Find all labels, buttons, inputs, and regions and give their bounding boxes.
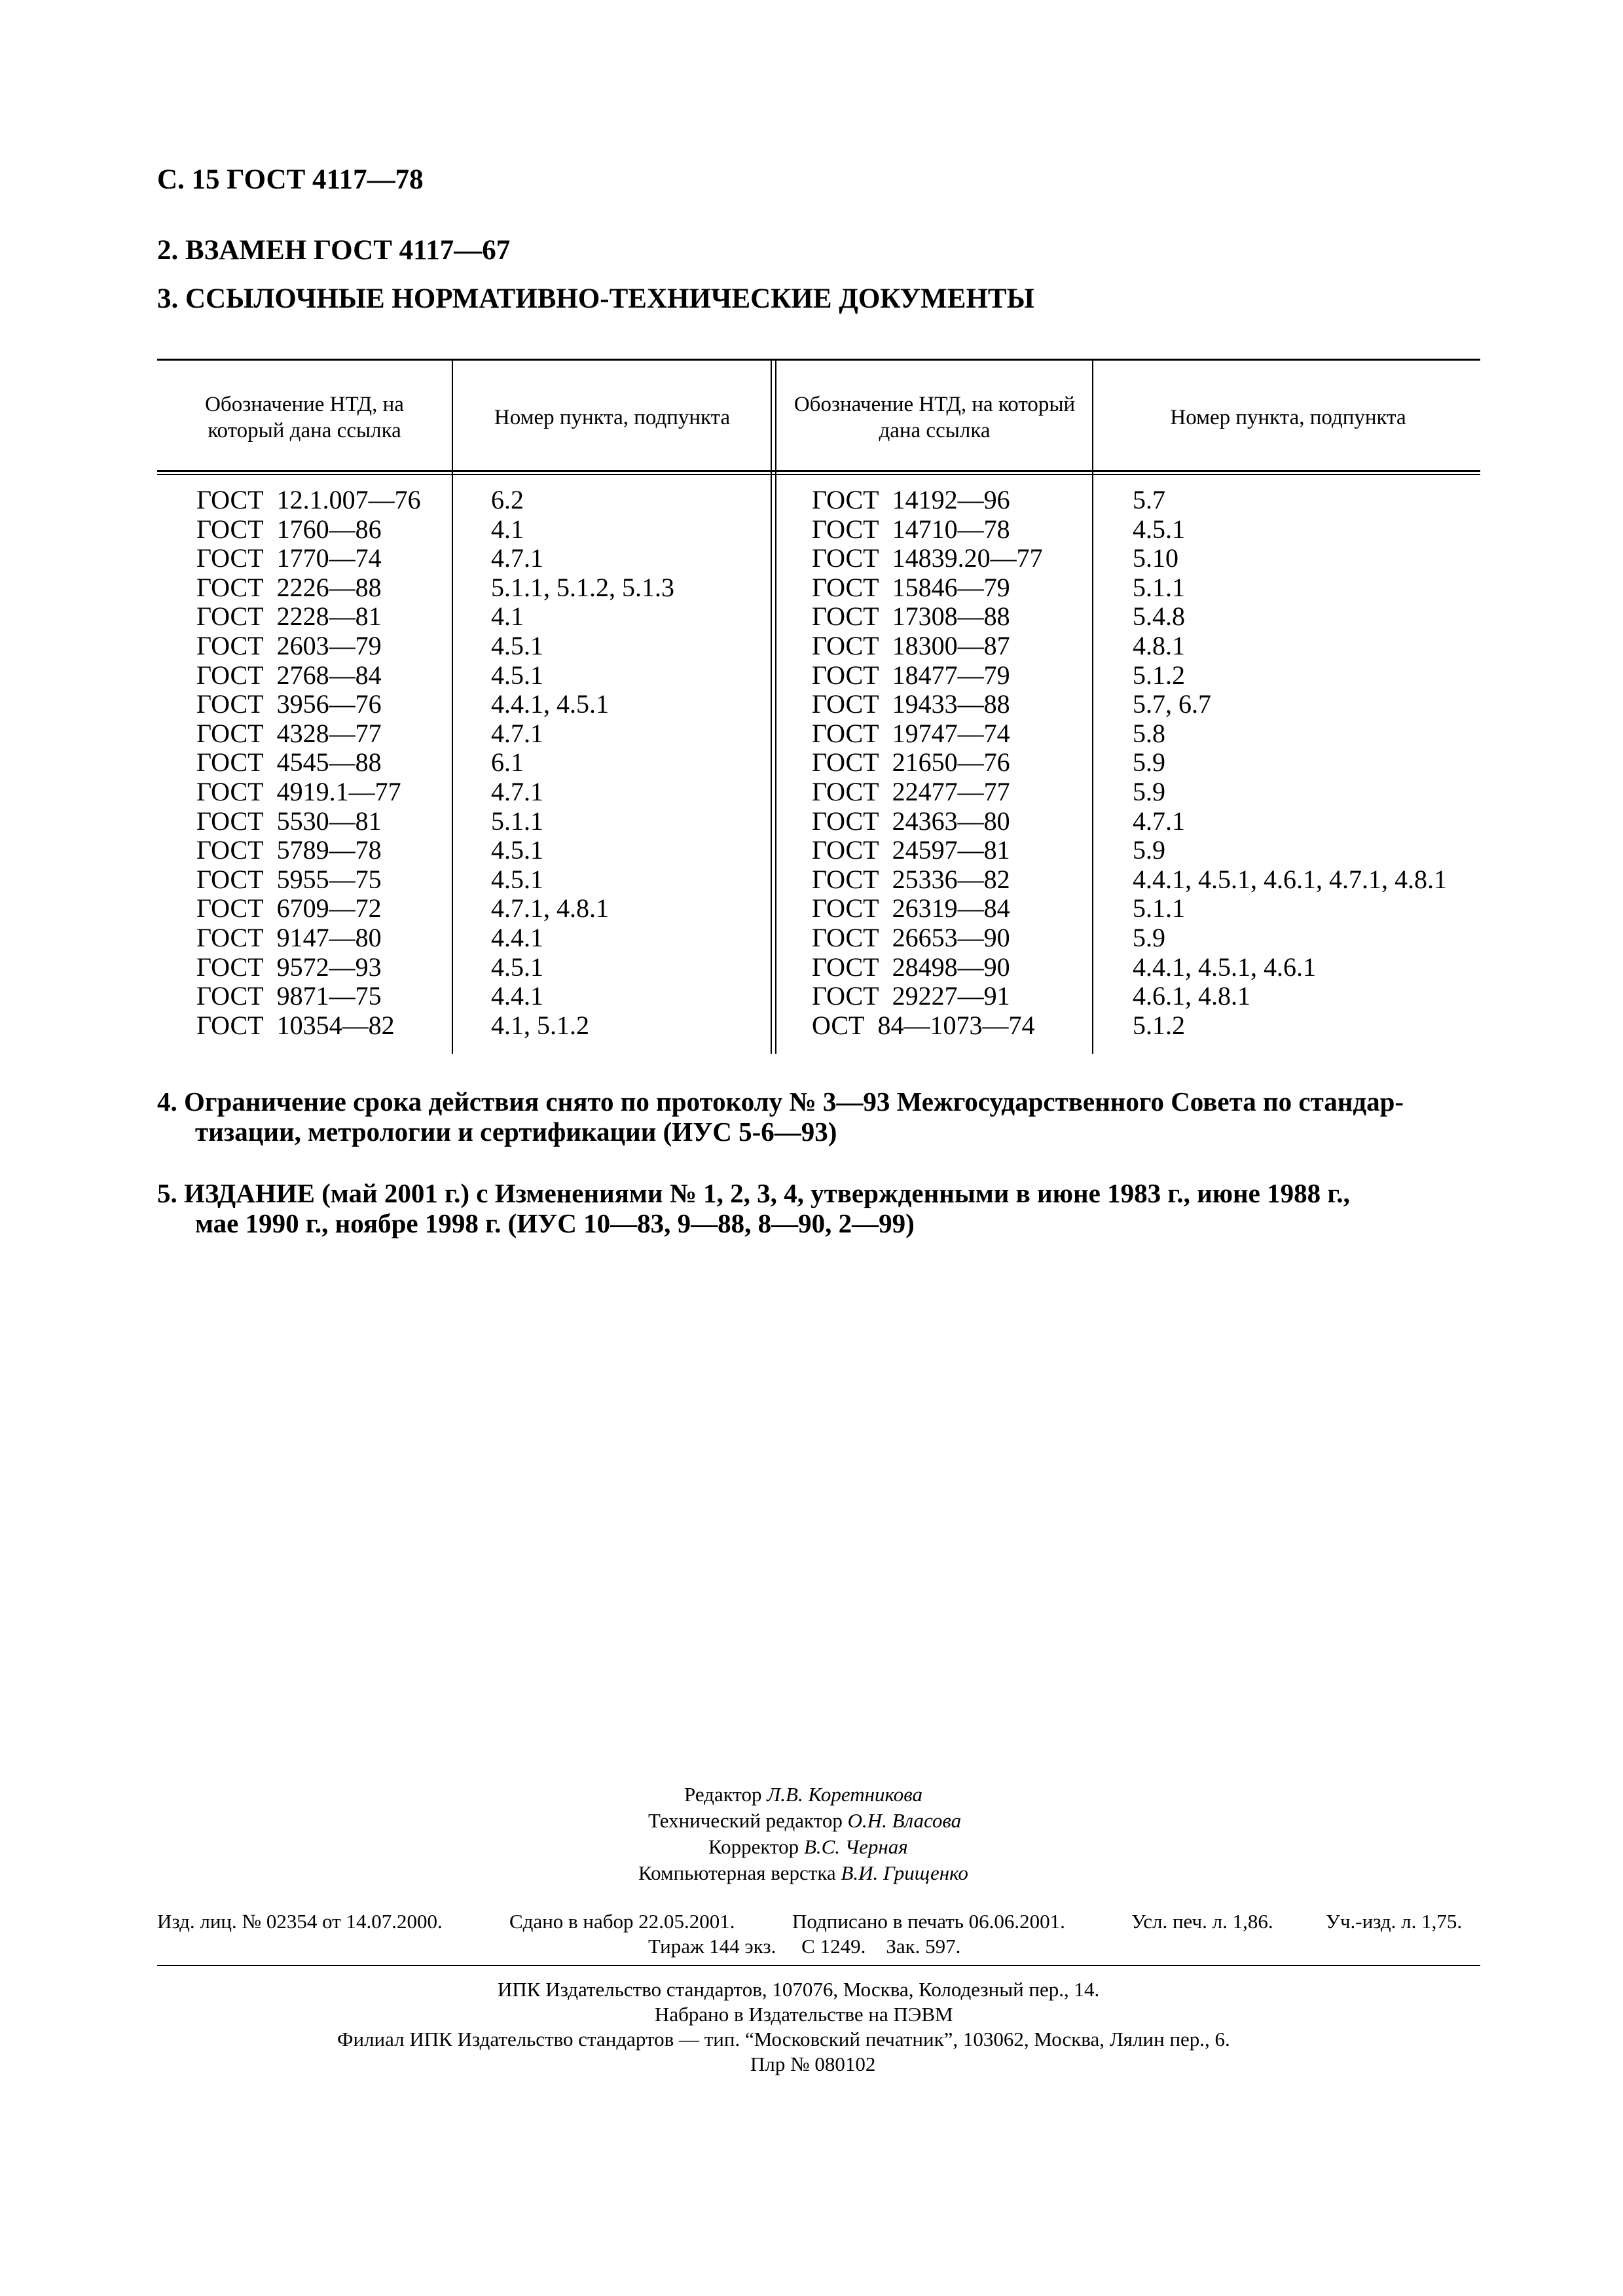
- ntd-designation: ГОСТ 14839.20—77: [812, 543, 1043, 573]
- clause-numbers: 4.4.1, 4.5.1, 4.6.1: [1133, 952, 1316, 982]
- ntd-designation: ГОСТ 5955—75: [196, 864, 382, 894]
- clause-numbers: 4.5.1: [491, 952, 543, 982]
- ntd-designation: ГОСТ 9572—93: [196, 952, 382, 982]
- clause-numbers: 5.9: [1133, 747, 1165, 778]
- clause-numbers: 4.5.1: [491, 835, 543, 865]
- ntd-designation: ГОСТ 10354—82: [196, 1010, 395, 1040]
- credit-layout-name: В.И. Грищенко: [841, 1861, 968, 1884]
- ntd-designation: ГОСТ 4545—88: [196, 747, 382, 778]
- table-row: [0, 544, 1623, 573]
- page-header: С. 15 ГОСТ 4117—78: [157, 164, 424, 195]
- clause-numbers: 6.2: [491, 485, 524, 514]
- credit-corrector-label: Корректор: [708, 1835, 799, 1858]
- section-4-line-2: тизации, метрологии и сертификации (ИУС 5-6—93): [195, 1117, 837, 1147]
- clause-numbers: 4.7.1: [1133, 806, 1185, 836]
- ntd-designation: ГОСТ 3956—76: [196, 689, 382, 719]
- clause-numbers: 5.9: [1133, 777, 1165, 806]
- clause-numbers: 6.1: [491, 747, 524, 778]
- col-header-item-right: Номер пункта, подпункта: [1170, 406, 1406, 429]
- ntd-designation: ГОСТ 5530—81: [196, 806, 382, 836]
- imprint-circulation: Тираж 144 экз.: [648, 1935, 776, 1958]
- clause-numbers: 5.8: [1133, 718, 1165, 748]
- clause-numbers: 4.4.1: [491, 981, 543, 1011]
- credit-corrector-name: В.С. Черная: [803, 1835, 908, 1858]
- table-header-rule-2: [157, 474, 1480, 475]
- clause-numbers: 4.6.1, 4.8.1: [1133, 981, 1250, 1011]
- clause-numbers: 5.7: [1133, 485, 1165, 514]
- clause-numbers: 5.9: [1133, 923, 1165, 952]
- ntd-designation: ГОСТ 18477—79: [812, 660, 1010, 690]
- ntd-designation: ГОСТ 9871—75: [196, 981, 382, 1011]
- section-4-line-1: 4. Ограничение срока действия снято по протоколу № 3—93 Межгосударственного Совета по стандар-: [157, 1086, 1404, 1117]
- imprint-print-sheets: Усл. печ. л. 1,86.: [1131, 1910, 1273, 1933]
- clause-numbers: 4.5.1: [491, 631, 543, 660]
- ntd-designation: ГОСТ 24363—80: [812, 806, 1010, 836]
- table-row: [0, 894, 1623, 923]
- ntd-designation: ГОСТ 4919.1—77: [196, 777, 401, 806]
- section-5-line-1: 5. ИЗДАНИЕ (май 2001 г.) с Изменениями № 1, 2, 3, 4, утвержденными в июне 1983 г., июне 1988 г.,: [157, 1178, 1350, 1208]
- clause-numbers: 4.5.1: [491, 864, 543, 894]
- clause-numbers: 4.4.1: [491, 923, 543, 952]
- ntd-designation: ГОСТ 24597—81: [812, 835, 1010, 865]
- credit-editor-name: Л.В. Коретникова: [767, 1783, 923, 1806]
- ntd-designation: ГОСТ 29227—91: [812, 981, 1010, 1011]
- ntd-designation: ГОСТ 28498—90: [812, 952, 1010, 982]
- table-row: [0, 982, 1623, 1011]
- clause-numbers: 5.10: [1133, 543, 1178, 573]
- publisher-line-2: Набрано в Издательстве на ПЭВМ: [655, 2003, 953, 2026]
- imprint-license: Изд. лиц. № 02354 от 14.07.2000.: [157, 1910, 443, 1933]
- ntd-designation: ГОСТ 1760—86: [196, 514, 382, 544]
- clause-numbers: 4.5.1: [491, 660, 543, 690]
- ntd-designation: ГОСТ 6709—72: [196, 893, 382, 924]
- clause-numbers: 5.1.1, 5.1.2, 5.1.3: [491, 572, 674, 602]
- ntd-designation: ГОСТ 22477—77: [812, 777, 1010, 806]
- ntd-designation: ГОСТ 25336—82: [812, 864, 1010, 894]
- clause-numbers: 5.4.8: [1133, 601, 1185, 632]
- clause-numbers: 4.7.1: [491, 777, 543, 806]
- credit-editor: [684, 1782, 922, 1808]
- ntd-designation: ГОСТ 14710—78: [812, 514, 1010, 544]
- ntd-designation: ГОСТ 2768—84: [196, 660, 382, 690]
- publisher-line-1: ИПК Издательство стандартов, 107076, Москва, Колодезный пер., 14.: [498, 1978, 1100, 2001]
- table-row: [0, 748, 1623, 777]
- credit-layout-label: Компьютерная верстка: [638, 1861, 836, 1884]
- table-row: [0, 573, 1623, 602]
- imprint-line-2: [648, 1933, 960, 1960]
- credit-corrector: [708, 1834, 908, 1860]
- ntd-designation: ГОСТ 1770—74: [196, 543, 382, 573]
- clause-numbers: 4.8.1: [1133, 631, 1185, 660]
- table-row: [0, 690, 1623, 719]
- clause-numbers: 5.1.1: [1133, 893, 1185, 924]
- section-3-title: 3. ССЫЛОЧНЫЕ НОРМАТИВНО-ТЕХНИЧЕСКИЕ ДОКУМЕНТЫ: [157, 283, 1034, 314]
- table-row: [0, 486, 1623, 514]
- table-row: [0, 515, 1623, 544]
- ntd-designation: ГОСТ 26319—84: [812, 893, 1010, 924]
- table-header-rule: [157, 470, 1480, 472]
- ntd-designation: ГОСТ 2603—79: [196, 631, 382, 660]
- table-row: [0, 807, 1623, 836]
- table-row: [0, 924, 1623, 952]
- clause-numbers: 4.7.1: [491, 543, 543, 573]
- table-row: [0, 953, 1623, 982]
- credit-editor-label: Редактор: [684, 1783, 762, 1806]
- imprint-submitted: Сдано в набор 22.05.2001.: [509, 1910, 735, 1933]
- ntd-designation: ГОСТ 26653—90: [812, 923, 1010, 952]
- ntd-designation: ОСТ 84—1073—74: [812, 1010, 1035, 1040]
- credit-tech-editor: [648, 1808, 961, 1834]
- table-row: [0, 778, 1623, 806]
- clause-numbers: 4.1, 5.1.2: [491, 1010, 589, 1040]
- ntd-designation: ГОСТ 2226—88: [196, 572, 382, 602]
- clause-numbers: 4.7.1, 4.8.1: [491, 893, 609, 924]
- table-row: [0, 865, 1623, 894]
- table-row: [0, 661, 1623, 690]
- col-header-doc-right: Обозначение НТД, на который дана ссылка: [793, 393, 1076, 442]
- ntd-designation: ГОСТ 2228—81: [196, 601, 382, 632]
- ntd-designation: ГОСТ 9147—80: [196, 923, 382, 952]
- publisher-line-3: Филиал ИПК Издательство стандартов — тип. “Московский печатник”, 103062, Москва, Лялин пер., 6.: [337, 2028, 1230, 2051]
- table-row: [0, 632, 1623, 660]
- ntd-designation: ГОСТ 17308—88: [812, 601, 1010, 632]
- clause-numbers: 5.1.1: [491, 806, 543, 836]
- ntd-designation: ГОСТ 5789—78: [196, 835, 382, 865]
- imprint-order: Зак. 597.: [886, 1935, 961, 1958]
- ntd-designation: ГОСТ 12.1.007—76: [196, 485, 421, 514]
- table-row: [0, 602, 1623, 631]
- clause-numbers: 5.1.1: [1133, 572, 1185, 602]
- ntd-designation: ГОСТ 15846—79: [812, 572, 1010, 602]
- section-2-replaces: 2. ВЗАМЕН ГОСТ 4117—67: [157, 235, 511, 266]
- ntd-designation: ГОСТ 19747—74: [812, 718, 1010, 748]
- clause-numbers: 4.4.1, 4.5.1, 4.6.1, 4.7.1, 4.8.1: [1133, 864, 1447, 894]
- credit-layout: [638, 1860, 968, 1886]
- table-row: [0, 719, 1623, 748]
- col-header-item-left: Номер пункта, подпункта: [494, 406, 731, 429]
- clause-numbers: 4.1: [491, 601, 524, 632]
- ntd-designation: ГОСТ 14192—96: [812, 485, 1010, 514]
- clause-numbers: 4.7.1: [491, 718, 543, 748]
- col-header-doc-left: Обозначение НТД, на который дана ссылка: [205, 393, 404, 442]
- ntd-designation: ГОСТ 18300—87: [812, 631, 1010, 660]
- table-row: [0, 1011, 1623, 1040]
- imprint-signed: Подписано в печать 06.06.2001.: [792, 1910, 1065, 1933]
- clause-numbers: 5.1.2: [1133, 660, 1185, 690]
- clause-numbers: 4.1: [491, 514, 524, 544]
- table-top-rule: [157, 359, 1480, 361]
- ntd-designation: ГОСТ 4328—77: [196, 718, 382, 748]
- clause-numbers: 5.9: [1133, 835, 1165, 865]
- table-row: [0, 836, 1623, 865]
- clause-numbers: 4.4.1, 4.5.1: [491, 689, 609, 719]
- ntd-designation: ГОСТ 21650—76: [812, 747, 1010, 778]
- section-5-line-2: мае 1990 г., ноябре 1998 г. (ИУС 10—83, 9—88, 8—90, 2—99): [195, 1208, 915, 1238]
- imprint-rule: [157, 1965, 1480, 1966]
- clause-numbers: 5.1.2: [1133, 1010, 1185, 1040]
- clause-numbers: 5.7, 6.7: [1133, 689, 1211, 719]
- ntd-designation: ГОСТ 19433—88: [812, 689, 1010, 719]
- imprint-c-code: С 1249.: [801, 1935, 866, 1958]
- publisher-line-4: Плр № 080102: [750, 2053, 876, 2075]
- credit-tech-name: О.Н. Власова: [847, 1809, 962, 1832]
- imprint-edit-sheets: Уч.-изд. л. 1,75.: [1326, 1910, 1463, 1933]
- credit-tech-label: Технический редактор: [648, 1809, 843, 1832]
- clause-numbers: 4.5.1: [1133, 514, 1185, 544]
